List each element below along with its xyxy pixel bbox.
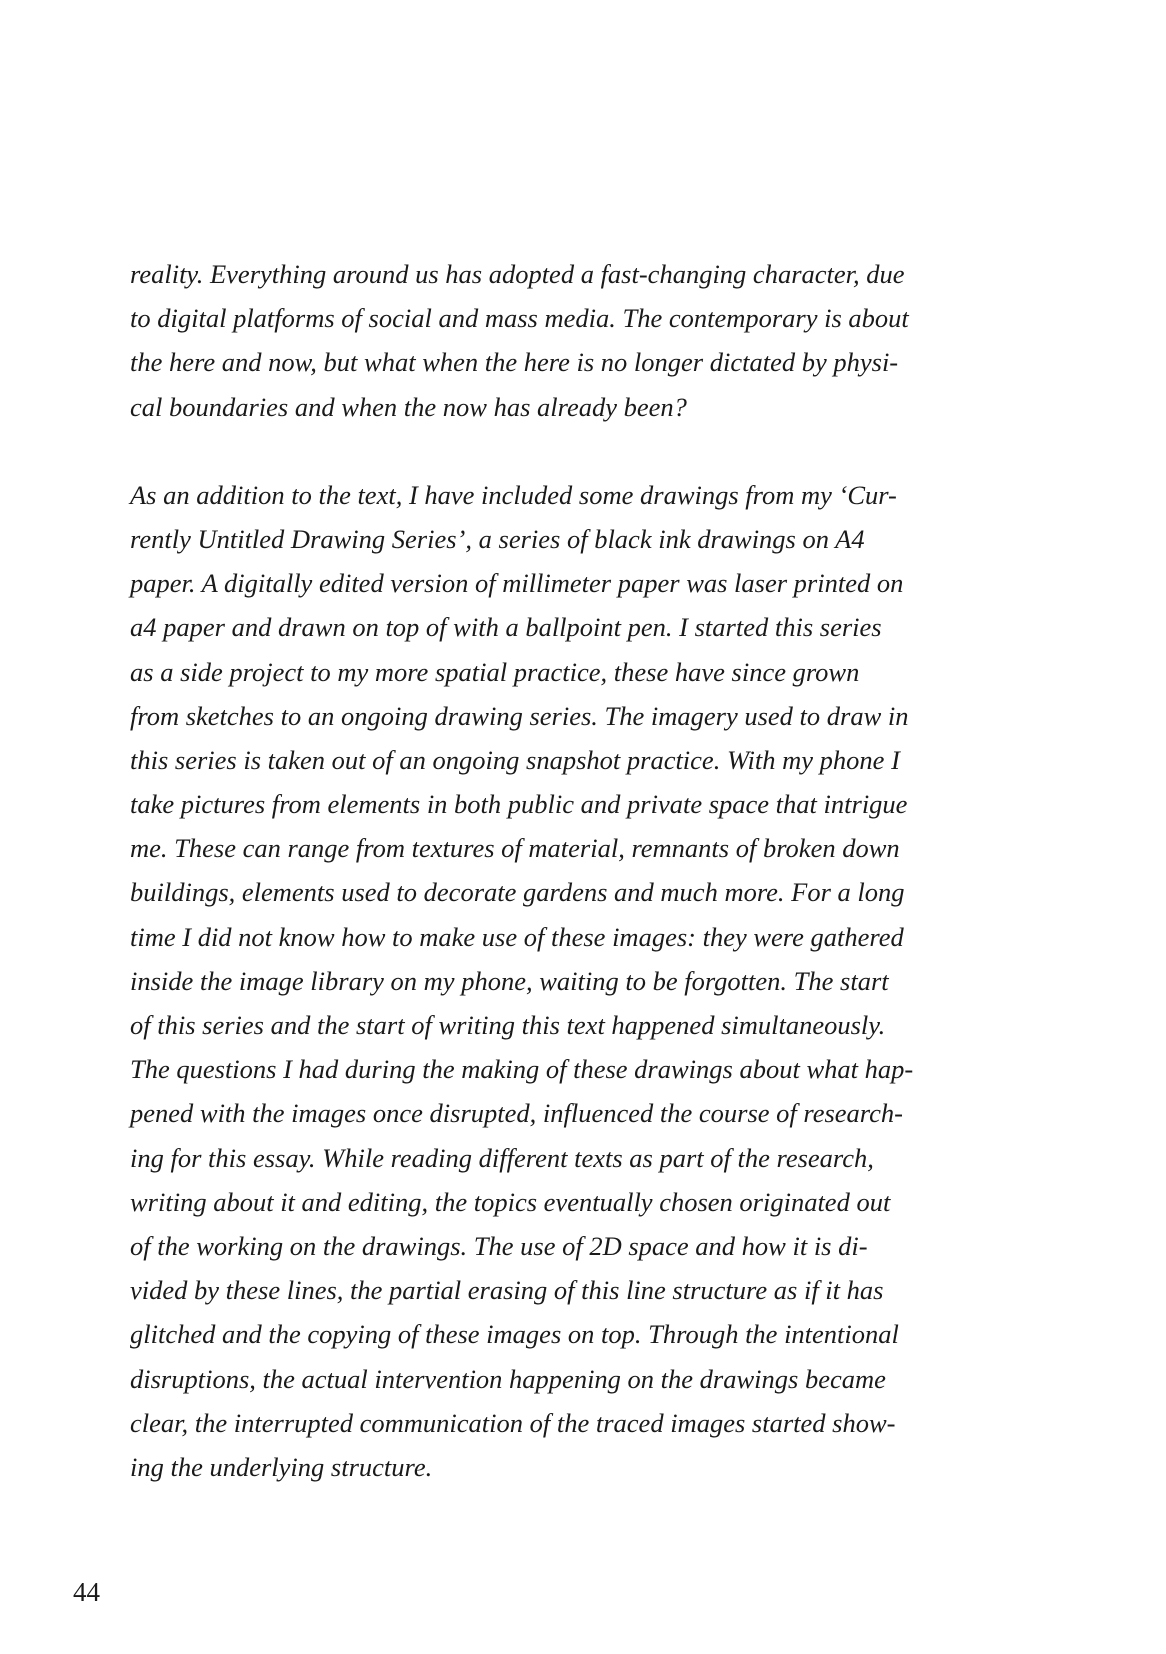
text-line: writing about it and editing, the topics eventually chosen originated out xyxy=(130,1186,891,1217)
text-line: As an addition to the text, I have included some drawings from my ‘Cur- xyxy=(130,479,897,510)
text-line: clear, the interrupted communication of the traced images started show- xyxy=(130,1407,896,1438)
text-line: as a side project to my more spatial practice, these have since grown xyxy=(130,656,860,687)
text-line: paper. A digitally edited version of millimeter paper was laser printed on xyxy=(130,568,904,599)
text-line: pened with the images once disrupted, influenced the course of research- xyxy=(130,1098,903,1129)
text-line: reality. Everything around us has adopted a fast-changing character, due xyxy=(130,259,905,289)
text-line: to digital platforms of social and mass media. The contemporary is about xyxy=(130,303,909,334)
text-line: glitched and the copying of these images on top. Through the intentional xyxy=(130,1319,899,1350)
text-line: time I did not know how to make use of these images: they were gathered xyxy=(130,921,904,952)
paragraph-1 xyxy=(130,252,1060,429)
text-line: rently Untitled Drawing Series’, a series of black ink drawings on A4 xyxy=(130,523,865,554)
text-line: a4 paper and drawn on top of with a ballpoint pen. I started this series xyxy=(130,612,882,643)
text-line: vided by these lines, the partial erasing of this line structure as if it has xyxy=(130,1275,884,1306)
text-line: ing for this essay. While reading different texts as part of the research, xyxy=(130,1142,874,1173)
text-line: ing the underlying structure. xyxy=(130,1451,433,1482)
text-line: disruptions, the actual intervention happening on the drawings became xyxy=(130,1363,886,1394)
paragraph-2 xyxy=(130,473,1060,1489)
text-line: buildings, elements used to decorate gardens and much more. For a long xyxy=(130,877,905,908)
text-line: me. These can range from textures of material, remnants of broken down xyxy=(130,833,900,864)
body-text xyxy=(130,252,1060,1489)
text-line: this series is taken out of an ongoing snapshot practice. With my phone I xyxy=(130,744,900,775)
text-line: from sketches to an ongoing drawing series. The imagery used to draw in xyxy=(130,700,909,731)
text-line: take pictures from elements in both public and private space that intrigue xyxy=(130,789,908,820)
text-line: The questions I had during the making of these drawings about what hap- xyxy=(130,1054,914,1085)
text-line: of the working on the drawings. The use of 2D space and how it is di- xyxy=(130,1230,868,1261)
text-line: of this series and the start of writing this text happened simultaneously. xyxy=(130,1010,886,1040)
page-number: 44 xyxy=(73,1577,100,1607)
text-line: inside the image library on my phone, waiting to be forgotten. The start xyxy=(130,965,889,996)
text-line: cal boundaries and when the now has already been? xyxy=(130,391,687,422)
text-line: the here and now, but what when the here is no longer dictated by physi- xyxy=(130,347,899,378)
